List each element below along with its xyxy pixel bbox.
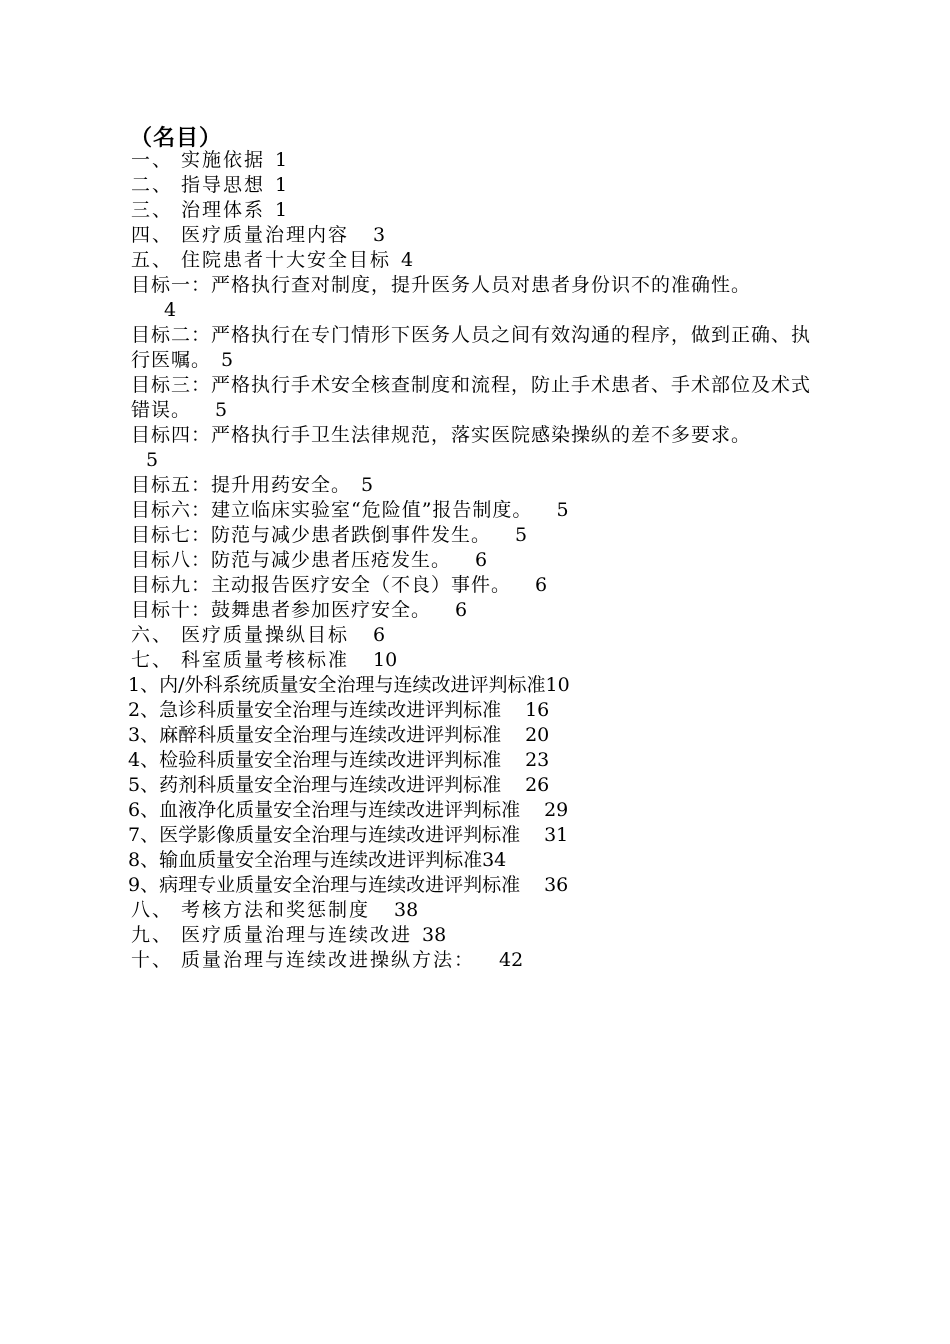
toc-entry-page: 23 <box>525 749 550 771</box>
toc-entry[interactable] <box>113 148 828 173</box>
toc-entry-page: 34 <box>482 849 507 871</box>
toc-entry[interactable] <box>113 548 828 573</box>
toc-entry[interactable] <box>113 273 828 323</box>
toc-entry-page: 4 <box>401 249 414 271</box>
toc-entry-page: 42 <box>499 949 524 971</box>
toc-entry-text: 目标四：严格执行手卫生法律规范，落实医院感染操纵的差不多要求。 <box>131 424 752 446</box>
toc-entry[interactable] <box>113 648 828 673</box>
toc-entry-page: 1 <box>275 174 288 196</box>
toc-entry[interactable] <box>113 623 828 648</box>
toc-entry-text: 6、血液净化质量安全治理与连续改进评判标准 <box>128 799 521 821</box>
toc-entry-page: 5 <box>215 399 228 421</box>
toc-entry-text: 十、 质量治理与连续改进操纵方法： <box>131 949 476 971</box>
toc-entry-page: 5 <box>361 474 374 496</box>
toc-entry-text: 五、 住院患者十大安全目标 <box>131 249 392 271</box>
toc-entry[interactable] <box>113 923 828 948</box>
toc-entry-text: 9、病理专业质量安全治理与连续改进评判标准 <box>128 874 521 896</box>
toc-entry-page: 31 <box>544 824 569 846</box>
toc-entry[interactable] <box>113 898 828 923</box>
toc-entry[interactable] <box>113 498 828 523</box>
toc-entry-page: 6 <box>455 599 468 621</box>
toc-entry[interactable] <box>113 323 828 373</box>
toc-entry-text: 目标一：严格执行查对制度，提升医务人员对患者身份识不的准确性。 <box>131 274 752 296</box>
toc-entry-page: 10 <box>373 649 398 671</box>
toc-entry-text: 三、 治理体系 <box>131 199 266 221</box>
toc-entry-text: 四、 医疗质量治理内容 <box>131 224 350 246</box>
toc-entry-page: 38 <box>394 899 419 921</box>
toc-entry-page: 6 <box>373 624 386 646</box>
toc-entry[interactable] <box>113 673 828 698</box>
toc-entry[interactable] <box>113 873 828 898</box>
toc-entry[interactable] <box>113 173 828 198</box>
toc-entry-text: 目标九：主动报告医疗安全（不良）事件。 <box>131 574 512 596</box>
toc-entry-text: 目标七：防范与减少患者跌倒事件发生。 <box>131 524 492 546</box>
toc-entry-text: 目标二：严格执行在专门情形下医务人员之间有效沟通的程序，做到正确、执行医嘱。 <box>131 324 812 371</box>
toc-entry[interactable] <box>113 423 828 473</box>
toc-entry[interactable] <box>113 723 828 748</box>
toc-entry-page: 5 <box>146 449 159 471</box>
toc-entry-text: 目标八：防范与减少患者压疮发生。 <box>131 549 452 571</box>
toc-entry[interactable] <box>113 523 828 548</box>
toc-entry-page: 20 <box>525 724 550 746</box>
toc-entry[interactable] <box>113 373 828 423</box>
toc-entry-text: 目标三：严格执行手术安全核查制度和流程，防止手术患者、手术部位及术式错误。 <box>131 374 812 421</box>
toc-entry-text: 7、医学影像质量安全治理与连续改进评判标准 <box>128 824 521 846</box>
toc-entry-text: 目标六：建立临床实验室“危险值”报告制度。 <box>131 499 533 521</box>
toc-entry-text: 4、检验科质量安全治理与连续改进评判标准 <box>128 749 502 771</box>
toc-entry-text: 目标五：提升用药安全。 <box>131 474 352 496</box>
toc-entry[interactable] <box>113 848 828 873</box>
toc-entry-text: 5、药剂科质量安全治理与连续改进评判标准 <box>128 774 502 796</box>
toc-entry[interactable] <box>113 573 828 598</box>
toc-entry-page: 6 <box>475 549 488 571</box>
toc-entry-page: 4 <box>164 299 177 321</box>
toc-entry[interactable] <box>113 948 828 973</box>
toc-entry-text: 二、 指导思想 <box>131 174 266 196</box>
toc-entry[interactable] <box>113 698 828 723</box>
toc-entry[interactable] <box>113 773 828 798</box>
toc-entry[interactable] <box>113 823 828 848</box>
toc-entry-text: 九、 医疗质量治理与连续改进 <box>131 924 413 946</box>
toc-entry-page: 29 <box>544 799 569 821</box>
toc-entry-page: 10 <box>545 674 570 696</box>
table-of-contents <box>113 148 828 973</box>
toc-title: （名目） <box>130 125 223 151</box>
toc-entry-page: 1 <box>275 199 288 221</box>
toc-entry-page: 26 <box>525 774 550 796</box>
toc-entry-page: 3 <box>373 224 386 246</box>
toc-entry[interactable] <box>113 598 828 623</box>
toc-entry[interactable] <box>113 798 828 823</box>
toc-entry-text: 1、内/外科系统质量安全治理与连续改进评判标准 <box>128 674 546 696</box>
toc-entry-text: 七、 科室质量考核标准 <box>131 649 350 671</box>
toc-entry-page: 5 <box>221 349 234 371</box>
toc-entry-page: 5 <box>515 524 528 546</box>
toc-entry-text: 六、 医疗质量操纵目标 <box>131 624 350 646</box>
toc-entry[interactable] <box>113 473 828 498</box>
toc-entry-text: 3、麻醉科质量安全治理与连续改进评判标准 <box>128 724 502 746</box>
toc-entry-text: 8、输血质量安全治理与连续改进评判标准 <box>128 849 483 871</box>
toc-entry-text: 目标十：鼓舞患者参加医疗安全。 <box>131 599 432 621</box>
toc-entry-text: 2、急诊科质量安全治理与连续改进评判标准 <box>128 699 502 721</box>
toc-entry-text: 一、 实施依据 <box>131 149 266 171</box>
toc-entry-page: 1 <box>275 149 288 171</box>
toc-entry-page: 38 <box>422 924 447 946</box>
toc-entry-page: 6 <box>535 574 548 596</box>
toc-entry-page: 5 <box>556 499 569 521</box>
toc-entry-page: 16 <box>525 699 550 721</box>
toc-entry[interactable] <box>113 248 828 273</box>
toc-entry-page: 36 <box>544 874 569 896</box>
toc-entry[interactable] <box>113 223 828 248</box>
toc-entry-text: 八、 考核方法和奖惩制度 <box>131 899 371 921</box>
toc-entry[interactable] <box>113 198 828 223</box>
toc-entry[interactable] <box>113 748 828 773</box>
